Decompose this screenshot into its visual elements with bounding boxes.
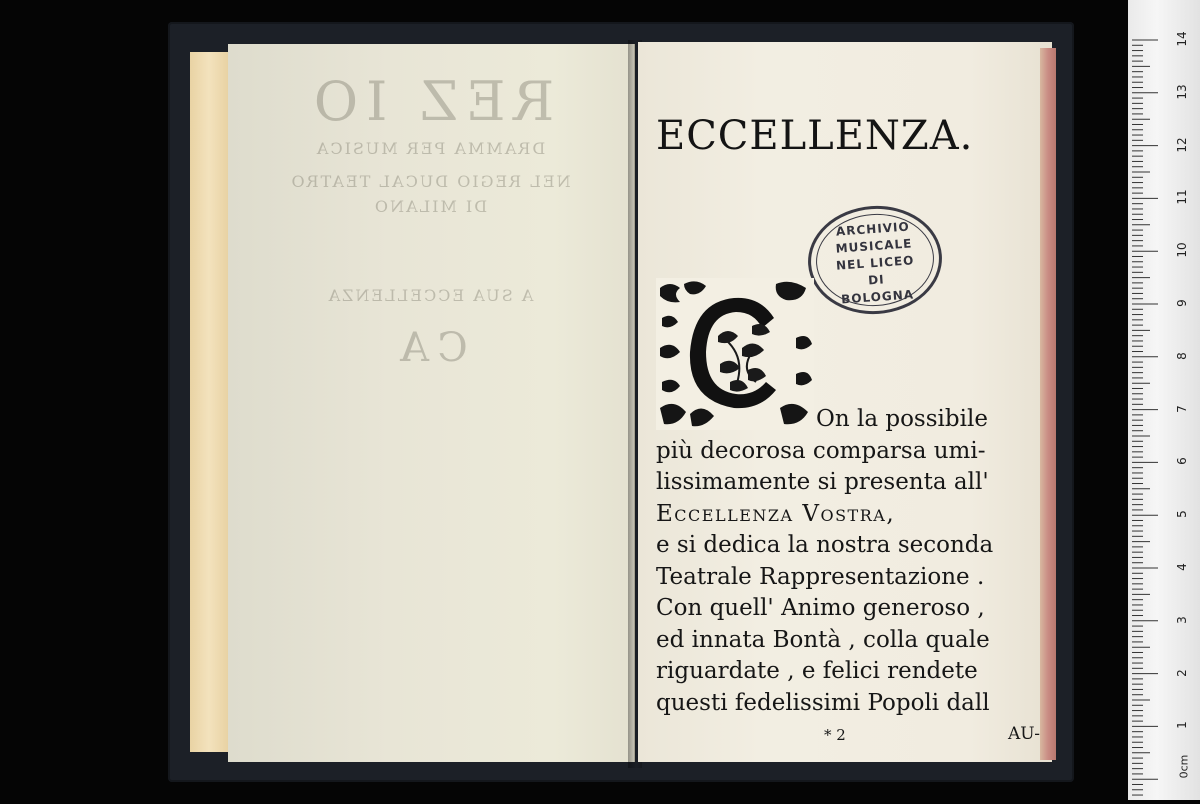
ruler-ticks-icon (1128, 0, 1200, 800)
ruler-number: 9 (1175, 299, 1189, 307)
measuring-ruler (1128, 0, 1200, 800)
text-line: On la possibile (816, 406, 988, 432)
text-line: Teatrale Rappresentazione . (656, 563, 985, 590)
showthrough-line: NEL REGIO DUCAL TEATRO (289, 172, 571, 191)
ruler-number: 14 (1175, 31, 1189, 47)
left-page-showthrough (240, 70, 620, 730)
ruler-number: 1 (1175, 721, 1189, 730)
showthrough-line: CA (392, 325, 468, 371)
ruler-number: 2 (1175, 668, 1189, 677)
stamp-line: BOLOGNA (840, 287, 915, 307)
signature-mark: * 2 (824, 726, 846, 744)
stamp-line: MUSICALE (835, 236, 913, 256)
page-heading: ECCELLENZA. (656, 112, 974, 159)
ruler-number: 10 (1175, 242, 1189, 258)
text-line: più decorosa comparsa umi- (656, 437, 986, 464)
text-line: riguardate , e felici rendete (656, 658, 978, 684)
catchword: AU- (1007, 724, 1040, 744)
ruler-number: 11 (1175, 189, 1189, 206)
text-line: e si dedica la nostra seconda (656, 532, 994, 558)
stamp-line: NEL LICEO (835, 253, 915, 273)
ruler-number: 6 (1175, 457, 1189, 466)
text-line: Eccellenza Vostra, (656, 500, 896, 527)
ruler-number: 8 (1175, 351, 1189, 360)
showthrough-title: REZ IO (305, 70, 555, 133)
ruler-number: 12 (1175, 136, 1189, 153)
text-line: questi fedelissimi Popoli dall (656, 689, 990, 716)
showthrough-line: A SUA ECCELLENZA (326, 286, 534, 305)
dedication-text (656, 404, 1042, 719)
text-line: lissimamente si presenta all' (656, 469, 989, 495)
ruler-number: 5 (1175, 510, 1189, 519)
page-edge-left (190, 52, 232, 752)
page-footer (656, 724, 1040, 748)
showthrough-line: DRAMMA PER MUSICA (314, 139, 546, 158)
stamp-line: DI (867, 272, 886, 288)
text-line: Con quell' Animo generoso , (656, 595, 985, 621)
ruler-number: 4 (1175, 563, 1189, 571)
ruler-number: 13 (1175, 84, 1189, 100)
ruler-number: 7 (1175, 404, 1189, 413)
ruler-unit: 0cm (1177, 754, 1191, 779)
showthrough-line: DI MILANO (372, 197, 488, 216)
text-line: ed innata Bontà , colla quale (656, 626, 990, 653)
stamp-line: ARCHIVIO (835, 219, 911, 239)
ruler-number: 3 (1175, 615, 1189, 624)
